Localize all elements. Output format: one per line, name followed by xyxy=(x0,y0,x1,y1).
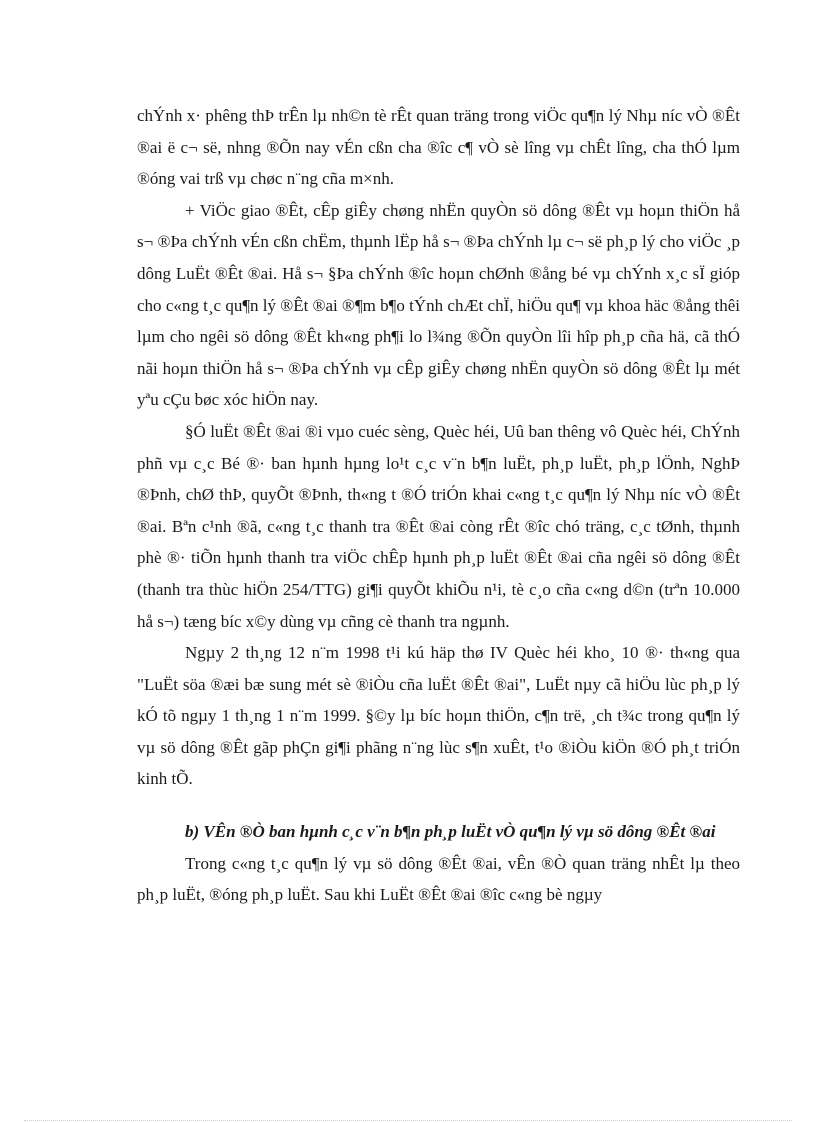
section-heading: b) VÊn ®Ò ban hµnh c¸c v¨n b¶n ph¸p luËt vÒ qu¶n lý vµ sö dông ®Êt ®ai xyxy=(185,822,716,842)
section-gap xyxy=(137,795,740,816)
paragraph-4: Ngµy 2 th¸ng 12 n¨m 1998 t¹i kú häp thø IV Quèc héi kho¸ 10 ®· th«ng qua "LuËt söa ®æi bæ sung mét sè ®iÒu cña luËt ®Êt ®ai", LuËt nµy cã hiÖu lùc ph¸p lý kÓ tõ ngµy 1 th¸ng 1 n¨m 1999. §©y lµ bíc hoµn thiÖn, c¶n trë, ¸ch t¾c trong qu¶n lý vµ sö dông ®Êt gãp phÇn gi¶i phãng n¨ng lùc s¶n xuÊt, t¹o ®iÒu kiÖn ®Ó ph¸t triÓn kinh tÕ. xyxy=(137,643,740,789)
paragraph-3: §Ó luËt ®Êt ®ai ®i vµo cuéc sèng, Quèc héi, Uû ban thêng vô Quèc héi, ChÝnh phñ vµ c¸c Bé ®· ban hµnh hµng lo¹t c¸c v¨n b¶n luËt, ph¸p luËt, ph¸p lÖnh, NghÞ ®Þnh, chØ thÞ, quyÕt ®Þnh, th«ng t ®Ó triÓn khai c«ng t¸c qu¶n lý Nhµ níc vÒ ®Êt ®ai. Bªn c¹nh ®ã, c«ng t¸c thanh tra ®Êt ®ai còng rÊt ®îc chó träng, c¸c tØnh, thµnh phè ®· tiÕn hµnh thanh tra viÖc chÊp hµnh ph¸p luËt ®Êt ®ai cña ngêi sö dông ®Êt (thanh tra thùc hiÖn 254/TTG) gi¶i quyÕt khiÕu n¹i, tè c¸o cña c«ng d©n (trªn 10.000 hå s¬) tæng bíc x©y dùng vµ cñng cè thanh tra ngµnh. xyxy=(137,421,740,631)
page-bottom-divider xyxy=(24,1120,792,1121)
paragraph-2: + ViÖc giao ®Êt, cÊp giÊy chøng nhËn quyÒn sö dông ®Êt vµ hoµn thiÖn hå s¬ ®Þa chÝnh vÉn cßn chËm, thµnh lËp hå s¬ ®Þa chÝnh lµ c¬ së ph¸p lý cho viÖc ¸p dông LuËt ®Êt ®ai. Hå s¬ §Þa chÝnh ®îc hoµn chØnh ®ång bé vµ chÝnh x¸c sÏ gióp cho c«ng t¸c qu¶n lý ®Êt ®ai ®¶m b¶o tÝnh chÆt chÏ, hiÖu qu¶ vµ khoa häc ®ång thêi lµm cho ngêi sö dông ®Êt kh«ng ph¶i lo l¾ng ®Õn quyÒn lîi hîp ph¸p cña hä, cã thÓ nãi hoµn thiÖn hå s¬ ®Þa chÝnh vµ cÊp giÊy chøng nhËn quyÒn sö dông ®Êt lµ mét yªu cÇu bøc xóc hiÖn nay. xyxy=(137,200,740,410)
paragraph-1: chÝnh x· phêng thÞ trÊn lµ nh©n tè rÊt quan träng trong viÖc qu¶n lý Nhµ níc vÒ ®Êt ®ai ë c¬ së, nhng ®Õn nay vÉn cßn cha ®îc c¶ vÒ sè lîng vµ chÊt lîng, cha thÓ lµm ®óng vai trß vµ chøc n¨ng cña m×nh. xyxy=(137,106,740,189)
document-page xyxy=(137,100,740,911)
closing-paragraph: Trong c«ng t¸c qu¶n lý vµ sö dông ®Êt ®ai, vÊn ®Ò quan träng nhÊt lµ theo ph¸p luËt, ®óng ph¸p luËt. Sau khi LuËt ®Êt ®ai ®îc c«ng bè ngµy xyxy=(137,853,740,905)
